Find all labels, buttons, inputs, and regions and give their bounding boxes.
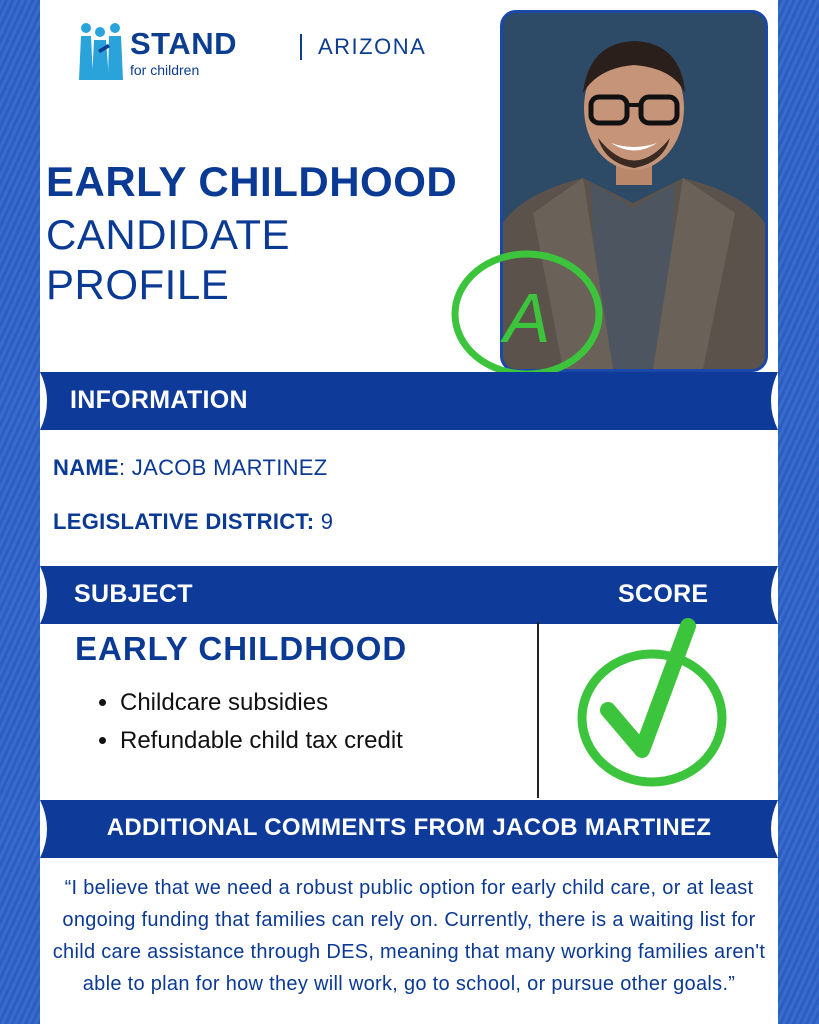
district-value: 9 xyxy=(314,509,334,534)
brand-tagline: for children xyxy=(130,62,200,78)
grade-letter: A xyxy=(503,279,551,357)
score-divider xyxy=(537,622,539,798)
score-header: SCORE xyxy=(618,580,709,608)
name-label: NAME xyxy=(53,455,119,480)
page-title-line3: PROFILE xyxy=(46,261,230,308)
page-title-sub xyxy=(46,210,290,310)
list-item: • Childcare subsidies xyxy=(120,684,403,722)
page-title-main: EARLY CHILDHOOD xyxy=(46,158,458,205)
brand-name: STAND xyxy=(130,26,237,61)
subject-header: SUBJECT xyxy=(74,580,193,608)
band-notch-right xyxy=(764,372,778,430)
checkmark-icon xyxy=(570,618,740,793)
band-notch-right xyxy=(764,566,778,624)
list-item: • Refundable child tax credit xyxy=(120,722,403,760)
subject-title: EARLY CHILDHOOD xyxy=(75,630,408,667)
name-row xyxy=(53,455,328,481)
page-title-line2: CANDIDATE xyxy=(46,211,291,258)
candidate-quote: “I believe that we need a robust public option for early child care, or at least ongoing funding that families can rely on. Currently, there is a waiting list for child care assistance through DES, meaning that many working families aren't able to plan for how they will work, go to school, or pursue other goals.” xyxy=(52,877,766,995)
subject-items xyxy=(98,684,403,760)
family-figures-icon xyxy=(78,20,124,84)
comments-header: ADDITIONAL COMMENTS FROM JACOB MARTINEZ xyxy=(106,814,712,841)
comments-header-band xyxy=(40,800,778,858)
band-notch-left xyxy=(40,566,54,624)
name-value: : JACOB MARTINEZ xyxy=(118,455,328,480)
stand-logo xyxy=(78,18,427,88)
information-header: INFORMATION xyxy=(70,386,248,414)
profile-card xyxy=(40,0,778,1024)
district-row xyxy=(53,509,333,535)
brand-state: ARIZONA xyxy=(318,34,427,59)
subject-header-band xyxy=(40,566,778,624)
district-label: LEGISLATIVE DISTRICT: xyxy=(53,509,315,534)
grade-circle-icon xyxy=(445,250,615,380)
logo-divider xyxy=(300,34,302,60)
information-header-band xyxy=(40,372,778,430)
band-notch-left xyxy=(40,372,54,430)
